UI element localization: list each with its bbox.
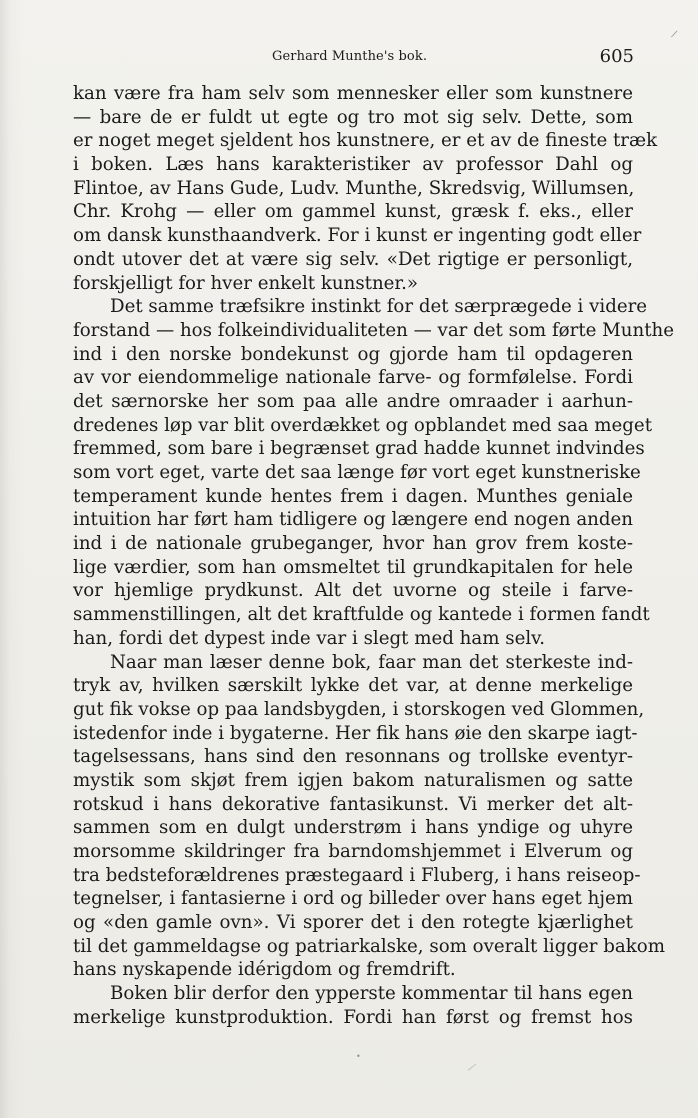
text-line: hans nyskapende idérigdom og fremdrift.	[73, 959, 456, 981]
text-line: vor hjemlige prydkunst. Alt det uvorne og steile i farve-	[73, 580, 633, 602]
page-number: 605	[599, 46, 634, 67]
body-text	[73, 82, 675, 1030]
text-line: dredenes løp var blit overdækket og opblandet med saa meget	[73, 414, 652, 436]
text-line: tryk av, hvilken særskilt lykke det var, at denne merkelige	[73, 675, 633, 697]
text-line: sammenstillingen, alt det kraftfulde og kantede i formen fandt	[73, 604, 650, 626]
dot-mark-icon: •	[356, 1052, 361, 1061]
text-line: som vort eget, varte det saa længe før vort eget kunstneriske	[73, 462, 641, 483]
text-line: Naar man læser denne bok, faar man det sterkeste ind-	[110, 651, 633, 673]
text-line: og «den gamle ovn». Vi sporer det i den rotegte kjærlighet	[73, 912, 633, 934]
text-line: kan være fra ham selv som mennesker eller som kunstnere	[73, 83, 633, 104]
text-line: sammen som en dulgt understrøm i hans yndige og uhyre	[73, 817, 633, 839]
text-line: tagelsessans, hans sind den resonnans og trollske eventyr-	[73, 746, 633, 768]
pencil-mark-icon: /	[466, 1060, 478, 1074]
text-line: er noget meget sjeldent hos kunstnere, er et av de fineste træk	[73, 130, 658, 152]
text-line: temperament kunde hentes frem i dagen. Munthes geniale	[73, 485, 633, 507]
text-line: — bare de er fuldt ut egte og tro mot sig selv. Dette, som	[73, 106, 633, 128]
text-line: ind i de nationale grubeganger, hvor han grov frem koste-	[73, 533, 633, 555]
text-line: til det gammeldagse og patriarkalske, som overalt ligger bakom	[73, 935, 665, 957]
text-line: om dansk kunsthaandverk. For i kunst er ingenting godt eller	[73, 225, 642, 247]
text-line: tegnelser, i fantasierne i ord og billeder over hans eget hjem	[73, 888, 633, 910]
text-line: Det samme træfsikre instinkt for det særprægede i videre	[110, 296, 648, 318]
text-line: forstand — hos folkeindividualiteten — var det som førte Munthe	[73, 319, 675, 341]
text-line: lige værdier, som han omsmeltet til grundkapitalen for hele	[73, 556, 633, 578]
text-line: Flintoe, av Hans Gude, Ludv. Munthe, Skredsvig, Willumsen,	[73, 177, 635, 199]
text-line: mystik som skjøt frem igjen bakom naturalismen og satte	[73, 769, 633, 791]
text-line: Boken blir derfor den ypperste kommentar til hans egen	[110, 983, 633, 1005]
text-line: ondt utover det at være sig selv. «Det rigtige er personligt,	[73, 248, 633, 270]
text-line: det særnorske her som paa alle andre omraader i aarhun-	[73, 390, 633, 412]
text-line: intuition har ført ham tidligere og længere end nogen anden	[73, 509, 633, 531]
text-line: rotskud i hans dekorative fantasikunst. Vi merker det alt-	[73, 793, 633, 815]
text-line: i boken. Læs hans karakteristiker av professor Dahl og	[73, 154, 633, 176]
text-line: ind i den norske bondekunst og gjorde ham til opdageren	[73, 343, 633, 365]
text-line: han, fordi det dypest inde var i slegt med ham selv.	[73, 627, 546, 649]
text-line: forskjelligt for hver enkelt kunstner.»	[73, 272, 419, 294]
text-line: morsomme skildringer fra barndomshjemmet i Elverum og	[73, 841, 633, 862]
header-title: Gerhard Munthe's bok.	[272, 49, 428, 64]
text-line: fremmed, som bare i begrænset grad hadde kunnet indvindes	[73, 438, 645, 460]
text-line: istedenfor inde i bygaterne. Her fik hans øie den skarpe iagt-	[73, 722, 638, 744]
text-line: av vor eiendommelige nationale farve- og formfølelse. Fordi	[73, 367, 633, 389]
text-line: gut fik vokse op paa landsbygden, i storskogen ved Glommen,	[73, 698, 645, 720]
running-header	[272, 48, 634, 68]
text-line: merkelige kunstproduktion. Fordi han først og fremst hos	[73, 1006, 633, 1028]
pencil-mark-icon: /	[670, 28, 678, 41]
text-line: tra bedsteforældrenes præstegaard i Fluberg, i hans reiseop-	[73, 864, 641, 886]
text-line: Chr. Krohg — eller om gammel kunst, græsk f. eks., eller	[73, 201, 633, 223]
